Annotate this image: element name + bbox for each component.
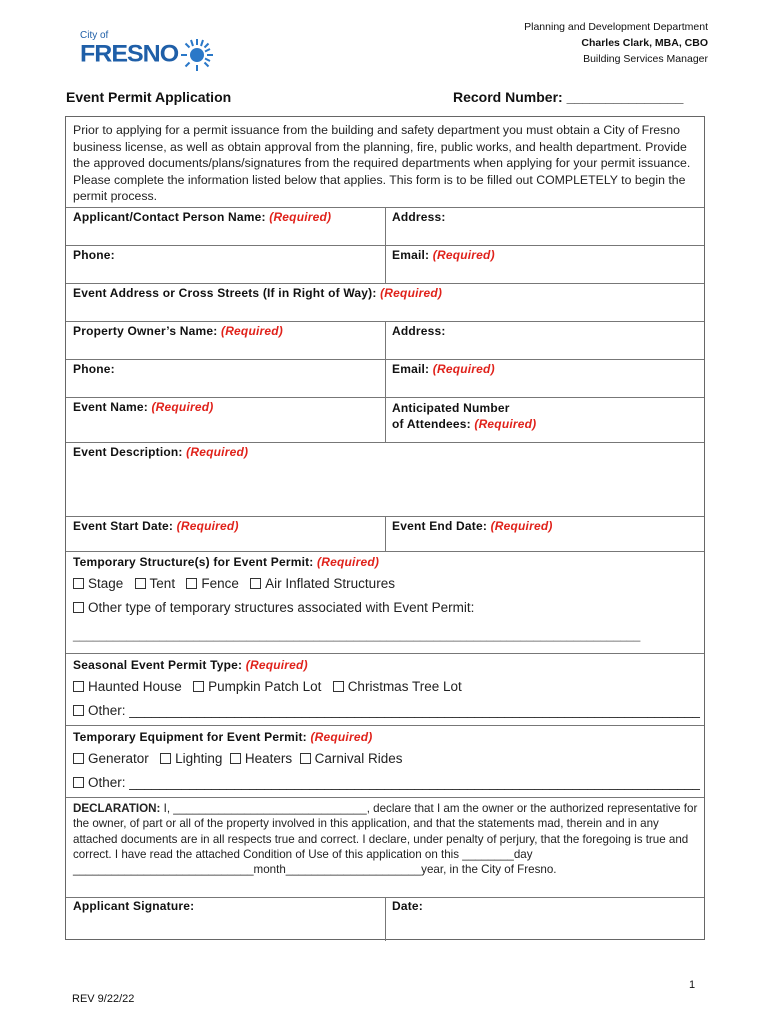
declaration-body: I, ______________________________, declare that I am the owner or the authorized representative for the owner, of part or all of the property involved in this application, and that the statements mad, therein and in any attached documents are in all respects true and correct. I declare, under penalty of perjury, that the foregoing is true and correct. I have read the attached Condition of Use of this application on this ________day ____________________________month_____________________year, in the City of Fresno. (73, 802, 698, 877)
event-address-field[interactable] (73, 286, 442, 300)
event-description-field[interactable] (73, 445, 248, 459)
structures-heading (73, 555, 379, 569)
checkbox-icon (230, 753, 241, 764)
applicant-name-label: Applicant/Contact Person Name: (73, 210, 266, 224)
owner-email-label: Email: (392, 362, 430, 376)
owner-address-field[interactable] (392, 324, 446, 338)
equipment-heading-label: Temporary Equipment for Event Permit: (73, 730, 307, 744)
owner-name-field[interactable] (73, 324, 283, 338)
address-label: Address: (392, 210, 446, 224)
fence-checkbox[interactable] (186, 576, 239, 591)
required-tag: (Required) (310, 730, 373, 744)
option-label: Christmas Tree Lot (347, 679, 462, 694)
end-date-field[interactable] (392, 519, 553, 533)
option-label: Carnival Rides (314, 751, 403, 766)
option-label: Lighting (175, 751, 223, 766)
checkbox-icon (135, 578, 146, 589)
event-name-field[interactable] (73, 400, 213, 414)
owner-name-label: Property Owner’s Name: (73, 324, 218, 338)
intro-text: Prior to applying for a permit issuance from the building and safety department you must obtain a City of Fresno business license, as well as obtain approval from the planning, fire, public works, and health department. Provide the approved documents/plans/signatures from the required departments when applying for your permit issuance. Please complete the information listed below that applies. This form is to be filled out COMPLETELY to begin the permit process. (73, 123, 691, 204)
option-label: Air Inflated Structures (265, 576, 395, 591)
declaration-label: DECLARATION: (73, 802, 161, 815)
end-date-label: Event End Date: (392, 519, 488, 533)
checkbox-icon (73, 705, 84, 716)
checkbox-icon (186, 578, 197, 589)
attendees-field[interactable] (392, 400, 536, 432)
record-number: Record Number: _______________ (453, 89, 684, 105)
air-inflated-checkbox[interactable] (250, 576, 395, 591)
required-tag: (Required) (380, 286, 443, 300)
director-name: Charles Clark, MBA, CBO (581, 37, 708, 49)
declaration-text (73, 801, 699, 877)
checkbox-icon (160, 753, 171, 764)
seasonal-other-label: Other: ____________________________________________________________________________ (88, 703, 700, 718)
event-description-label: Event Description: (73, 445, 183, 459)
seasonal-heading (73, 658, 308, 672)
required-tag: (Required) (490, 519, 553, 533)
sun-icon (180, 38, 214, 72)
structures-other-checkbox[interactable] (73, 600, 474, 615)
carnival-rides-checkbox[interactable] (300, 751, 403, 766)
option-label: Fence (201, 576, 239, 591)
email-label: Email: (392, 248, 430, 262)
required-tag: (Required) (474, 417, 537, 431)
logo-city-text: City of (80, 30, 109, 41)
checkbox-icon (73, 681, 84, 692)
city-logo (80, 30, 220, 72)
phone-label: Phone: (73, 248, 115, 262)
required-tag: (Required) (151, 400, 214, 414)
checkbox-icon (73, 578, 84, 589)
haunted-house-checkbox[interactable] (73, 679, 182, 694)
checkbox-icon (193, 681, 204, 692)
signature-field[interactable] (73, 899, 194, 913)
structures-heading-label: Temporary Structure(s) for Event Permit: (73, 555, 314, 569)
owner-phone-label: Phone: (73, 362, 115, 376)
christmas-tree-checkbox[interactable] (333, 679, 462, 694)
signature-label: Applicant Signature: (73, 899, 195, 913)
structures-other-line[interactable]: _____________________________________________________________________________________ (73, 628, 641, 642)
department-name: Planning and Development Department (524, 21, 708, 33)
page-number: 1 (689, 979, 696, 991)
seasonal-heading-label: Seasonal Event Permit Type: (73, 658, 243, 672)
option-label: Pumpkin Patch Lot (208, 679, 322, 694)
owner-email-field[interactable] (392, 362, 495, 376)
checkbox-icon (73, 753, 84, 764)
required-tag: (Required) (221, 324, 283, 338)
owner-phone-field[interactable] (73, 362, 115, 376)
event-address-label: Event Address or Cross Streets (If in Right of Way): (73, 286, 377, 300)
seasonal-other-checkbox[interactable] (73, 703, 700, 718)
manager-title: Building Services Manager (583, 53, 708, 65)
applicant-name-field[interactable] (73, 210, 331, 224)
option-label: Generator (88, 751, 149, 766)
required-tag: (Required) (432, 248, 495, 262)
applicant-phone-field[interactable] (73, 248, 115, 262)
checkbox-icon (73, 602, 84, 613)
permit-form (65, 116, 705, 940)
checkbox-icon (333, 681, 344, 692)
applicant-address-field[interactable] (392, 210, 446, 224)
pumpkin-patch-checkbox[interactable] (193, 679, 321, 694)
revision-date: REV 9/22/22 (72, 993, 135, 1005)
option-label: Tent (149, 576, 176, 591)
lighting-checkbox[interactable] (160, 751, 222, 766)
date-field[interactable] (392, 899, 423, 913)
page-title: Event Permit Application (66, 89, 232, 105)
option-label: Heaters (244, 751, 293, 766)
required-tag: (Required) (245, 658, 308, 672)
attendees-label-line2: of Attendees: (392, 417, 471, 431)
event-name-label: Event Name: (73, 400, 148, 414)
checkbox-icon (73, 777, 84, 788)
heaters-checkbox[interactable] (230, 751, 292, 766)
start-date-field[interactable] (73, 519, 239, 533)
checkbox-icon (250, 578, 261, 589)
equipment-options (73, 751, 402, 766)
logo-name-text: FRESNO (80, 40, 179, 68)
date-label: Date: (392, 899, 424, 913)
equipment-other-label: Other: ____________________________________________________________________________ (88, 775, 700, 790)
required-tag: (Required) (186, 445, 249, 459)
option-label: Haunted House (88, 679, 182, 694)
structures-options (73, 576, 395, 591)
seasonal-options (73, 679, 462, 694)
required-tag: (Required) (269, 210, 332, 224)
generator-checkbox[interactable] (73, 751, 149, 766)
equipment-other-checkbox[interactable] (73, 775, 700, 790)
applicant-email-field[interactable] (392, 248, 495, 262)
checkbox-icon (300, 753, 311, 764)
tent-checkbox[interactable] (135, 576, 176, 591)
equipment-heading (73, 730, 372, 744)
structures-other-label: Other type of temporary structures associated with Event Permit: (88, 600, 475, 615)
option-label: Stage (88, 576, 124, 591)
required-tag: (Required) (176, 519, 239, 533)
start-date-label: Event Start Date: (73, 519, 174, 533)
required-tag: (Required) (317, 555, 380, 569)
attendees-label-line1: Anticipated Number (392, 401, 510, 415)
required-tag: (Required) (432, 362, 495, 376)
owner-address-label: Address: (392, 324, 446, 338)
stage-checkbox[interactable] (73, 576, 123, 591)
